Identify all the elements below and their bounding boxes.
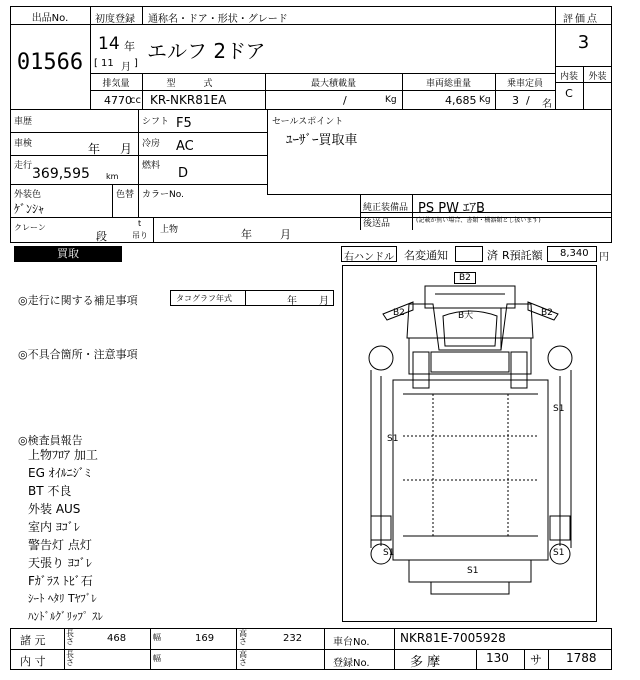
lot-no-label: 出品No. [31,13,69,24]
mileage-unit: km [106,172,119,181]
ext-color: ｹﾞﾝｼｬ [14,202,45,216]
name-change-box [455,246,483,262]
inspection-month-unit: 月 [120,142,133,156]
upper-year-unit: 年 [241,228,252,241]
inspector-label: ◎検査員報告 [18,434,83,447]
color-no-label2: カラーNo. [142,190,184,200]
damage-mark-side-left: S1 [387,434,399,444]
chassis: NKR81E-7005928 [400,631,506,645]
reg-month: 11 [101,58,114,69]
damage-mark-front-right: B2 [541,308,553,318]
length-label-inner: 長さ [66,650,74,667]
aftermarket-note: (記載が無い場合、書類・機器類とし扱います) [416,217,541,224]
displacement-unit: cc [130,95,141,106]
max-load-unit: Kg [385,95,397,105]
capacity: 3 [512,94,519,107]
capacity-label: 乗車定員 [506,79,543,89]
length: 468 [107,633,127,644]
bracket-open: [ [94,58,98,69]
gross-weight: 4,685 [445,94,477,107]
purchase-label: 買取 [57,247,79,260]
equipment-label: 純正装備品 [363,203,409,213]
interior-label: 内装 [559,72,578,82]
recycle-fee: 8,340 [560,248,589,259]
dims-label: 諸 元 [20,634,46,647]
height-label-inner: 高さ [239,650,247,667]
inspector-item: 天張り ﾖｺﾞﾚ [28,556,92,570]
vehicle-diagram [342,265,597,622]
tacho-year-unit: 年 [287,296,297,307]
inspection-label: 車検 [14,139,33,149]
sales-point-label: セールスポイント [272,117,344,127]
ac-label: 冷房 [142,139,161,149]
damage-mark-front-left: B2 [393,308,405,318]
color-no-label: 色替 [116,190,135,200]
upper-label: 上物 [160,225,179,235]
max-load-slash: / [343,94,347,107]
width-label: 幅 [153,633,161,642]
sales-point: ﾕｰｻﾞｰ買取車 [286,133,358,148]
name-change-label: 名変通知 [404,249,448,262]
inspector-item: 外装 AUS [28,502,81,516]
inspector-item: Fｶﾞﾗｽ ﾄﾋﾞ石 [28,574,93,588]
width: 169 [195,633,215,644]
inspector-item: EG ｵｲﾙﾆｼﾞﾐ [28,466,91,480]
capacity-slash: / [526,94,530,107]
inspector-item: BT 不良 [28,484,72,498]
ext-color-label: 外装色 [14,190,42,200]
running-remarks-label: ◎走行に関する補足事項 [18,294,138,307]
score-label: 評価点 [563,14,599,25]
vehicle-type: KR-NKR81EA [150,93,227,107]
history-label: 車歴 [14,117,33,127]
height: 232 [283,633,303,644]
first-reg-label: 初度登録 [95,14,135,25]
recycle-fee-label: R預託額 [502,249,543,262]
chassis-label: 車台No. [333,637,370,648]
mileage: 369,595 [32,166,90,182]
rhd: 右ハンドル [344,252,394,263]
length-label: 長さ [66,629,74,646]
width-label-inner: 幅 [153,654,161,663]
bracket-close: ] [134,58,138,69]
tacho-label: タコグラフ年式 [176,294,232,303]
damage-mark-front-center: B大 [458,311,474,321]
shift: F5 [176,116,192,131]
shift-label: シフト [142,117,170,127]
reg-year-unit: 年 [124,40,135,53]
reg-area: 多 摩 [410,655,441,670]
aftermarket-label: 後送品 [363,219,391,229]
displacement-label: 排気量 [102,79,130,89]
lot-no: 01566 [16,50,84,75]
tacho-month-unit: 月 [319,296,329,307]
model-label: 通称名・ドア・形状・グレード [148,14,288,25]
exterior-label: 外装 [588,72,607,82]
upper-month-unit: 月 [280,228,291,241]
crane-t-unit: t [138,219,142,228]
inspector-item: ｼｰﾄ ﾍﾀﾘ Tﾔﾌﾞﾚ [28,592,97,605]
reg-label: 登録No. [333,658,370,669]
recycle-unit: 円 [599,252,609,263]
damage-mark-rear: S1 [467,566,479,576]
height-label: 高さ [239,629,247,646]
inspector-item: ﾊﾝﾄﾞﾙｸﾞﾘｯﾌﾟ ｽﾚ [28,610,103,623]
score: 3 [577,32,590,53]
type-label: 型式 [166,79,241,89]
interior-grade: C [565,87,573,100]
defects-label: ◎不具合箇所・注意事項 [18,348,138,361]
purchase-bar [14,246,122,262]
inspector-item: 室内 ﾖｺﾞﾚ [28,520,80,534]
crane-hang-unit: 吊り [132,231,148,240]
reg-year: 14 [98,34,120,54]
model-name: エルフ 2ドア [147,39,266,63]
reg-class: 130 [486,651,509,665]
recycle-label: 済 [487,249,498,262]
gross-weight-unit: Kg [479,95,491,105]
max-load-label: 最大積載量 [310,79,356,89]
damage-mark-bottom-right: S1 [553,548,565,558]
reg-number: 1788 [566,651,597,665]
inner-dims-label: 内 寸 [20,655,46,668]
inspector-item: 警告灯 点灯 [28,538,92,552]
fuel-label: 燃料 [142,161,161,171]
displacement: 4770 [104,94,132,107]
crane-step-unit: 段 [96,230,107,243]
crane-label: クレーン [14,223,46,232]
reg-kana: サ [530,653,543,667]
capacity-unit: 名 [542,99,552,110]
inspector-item: 上物ﾌﾛｱ 加工 [28,448,98,462]
reg-month-unit: 月 [121,62,131,73]
gross-weight-label: 車両総重量 [425,79,471,89]
damage-mark-side-right-top: S1 [553,404,565,414]
damage-mark-bottom-left: S1 [383,548,395,558]
mileage-label: 走行 [14,161,33,171]
inspection-year-unit: 年 [88,142,101,156]
damage-mark-top: B2 [454,272,476,284]
fuel: D [178,166,189,181]
ac: AC [176,139,194,154]
equipment: PS PW ｴｱB [418,201,485,216]
